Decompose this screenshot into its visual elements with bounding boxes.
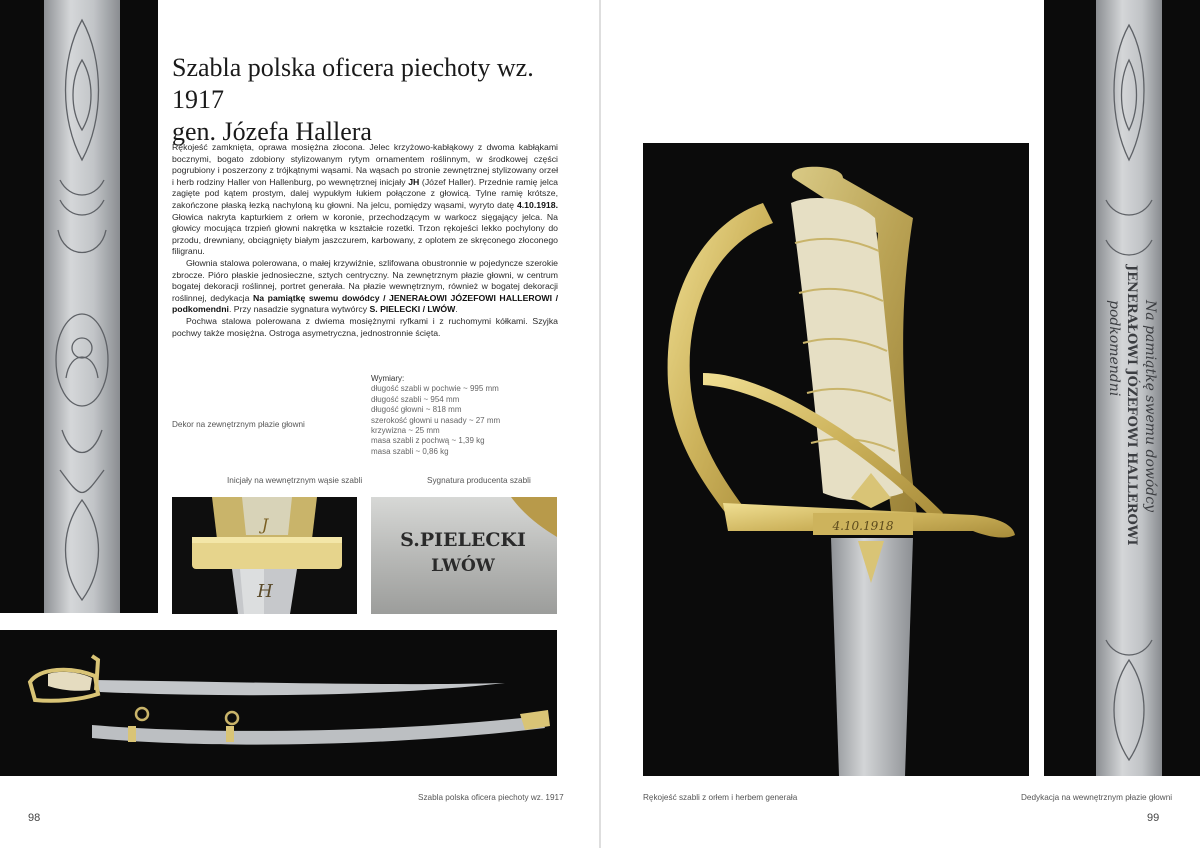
page-number-right: 99 xyxy=(1147,812,1160,824)
text-run: . Przy nasadzie sygnatura wytwórcy xyxy=(228,304,370,315)
text-run: Rękojeść zamknięta, oprawa mosiężna złocona. Jelec krzyżowo-kabłąkowy z dwoma kabłąkami bocznymi, bogato zdobiony stylizowanym rytym ornamentem roślinnym, w środkowej części pogrubiony i poszerzony z trójkątnymi wąsami. Na wąsach po stronie zewnętrznej stylizowany orzeł i herb rodziny Haller von Hallenburg, po wewnętrznej inicjały xyxy=(172,142,558,187)
dedication-blade-photo xyxy=(1044,0,1200,776)
title-line-1: Szabla polska oficera piechoty wz. 1917 xyxy=(172,53,534,114)
maker-name-stamp: S.PIELECKI xyxy=(400,529,526,551)
text-run: Głownia stalowa polerowana, o małej krzywiźnie, szlifowana obustronnie w pojedyncze szerokie zbrocze. Pióro płaskie jednosieczne, sztych centryczny. Na zewnętrznym płazie głowni, w centrum bogatej dekoracji roślinnej, portret generała. Na płazie wewnętrznym, również w bogatej dekoracji roślinnej, dedykacja xyxy=(172,257,558,303)
initials-photo xyxy=(172,497,357,614)
engraved-initial-j: J xyxy=(261,515,269,534)
dimensions-list xyxy=(371,384,500,457)
dedication-line-2: JENERAŁOWI JÓZEFOWI HALLEROWI xyxy=(1124,265,1139,546)
full-sabre-photo xyxy=(0,630,557,776)
bold-run: 4.10.1918. xyxy=(516,199,558,210)
paragraph-blade xyxy=(172,258,558,316)
bold-run: Na pamiątkę swemu dowódcy / JENERAŁOWI JÓZEFOWI HALLEROWI / podkomendni xyxy=(172,292,558,315)
title-line-2: gen. Józefa Hallera xyxy=(172,117,372,146)
caption-hilt: Rękojeść szabli z orłem i herbem generała xyxy=(643,793,798,802)
right-page xyxy=(601,0,1200,848)
bold-run: JH xyxy=(408,176,420,187)
dimension-item: długość głowni ~ 818 mm xyxy=(371,405,462,415)
text-run: Głowica nakryta kapturkiem z orłem w koronie, przechodzącym w warkocz sięgający jelca. Na głowicy mocująca trzpień głowni nakrętka w kształcie rozetki. Trzon rękojeści lekko pochylony do przodu, drewniany, obciągnięty białym jaszczurem, karbowany, z oplotem ze skręconego złoconego filigranu. xyxy=(172,211,558,257)
maker-signature-photo xyxy=(371,497,557,614)
article-title xyxy=(172,52,592,148)
dimensions-block xyxy=(371,374,500,457)
page-number-left: 98 xyxy=(28,812,41,824)
maker-city-stamp: LWÓW xyxy=(431,556,495,576)
dedication-line-3: podkomendni xyxy=(1106,300,1122,397)
blade-outer-side-photo xyxy=(0,0,158,613)
dimension-item: krzywizna ~ 25 mm xyxy=(371,426,440,436)
paragraph-hilt xyxy=(172,142,558,258)
text-run: (Józef Haller). Przednie ramię jelca zagięte pod kątem prostym, dalej wypukłym łukiem połączone z głowicą. Tylne ramię krótsze, zakończone płaską łezką nachyloną ku głowni. Na jelcu, pomiędzy wąsami, wyryto datę xyxy=(172,176,558,210)
dimension-item: długość szabli w pochwie ~ 995 mm xyxy=(371,384,499,394)
bold-run: S. PIELECKI / LWÓW xyxy=(369,304,456,315)
description-text xyxy=(172,142,558,339)
caption-initials: Inicjały na wewnętrznym wąsie szabli xyxy=(227,476,363,485)
engraved-date: 4.10.1918 xyxy=(832,519,894,533)
dimension-item: masa szabli z pochwą ~ 1,39 kg xyxy=(371,436,485,446)
text-run: Pochwa stalowa polerowana z dwiema mosiężnymi ryfkami i z ruchomymi kółkami. Szyjka pochwy także mosiężna. Ostroga asymetryczna, jednostronnie ścięta. xyxy=(172,315,558,338)
dimension-item: masa szabli ~ 0,86 kg xyxy=(371,446,449,456)
engraved-initial-h: H xyxy=(257,581,273,602)
caption-blade-outer: Dekor na zewnętrznym płazie głowni xyxy=(172,420,305,429)
text-run: . xyxy=(455,304,458,315)
hilt-photo xyxy=(643,143,1029,776)
caption-full-sabre: Szabla polska oficera piechoty wz. 1917 xyxy=(418,793,564,802)
dimensions-title: Wymiary: xyxy=(371,374,405,383)
caption-dedication: Dedykacja na wewnętrznym płazie głowni xyxy=(1021,793,1173,802)
dimension-item: szerokość głowni u nasady ~ 27 mm xyxy=(371,415,501,425)
dedication-line-1: Na pamiątkę swemu dowódcy xyxy=(1142,300,1158,513)
caption-signature: Sygnatura producenta szabli xyxy=(427,476,531,485)
dimension-item: długość szabli ~ 954 mm xyxy=(371,394,460,404)
left-page xyxy=(0,0,599,848)
paragraph-scabbard xyxy=(172,316,558,339)
